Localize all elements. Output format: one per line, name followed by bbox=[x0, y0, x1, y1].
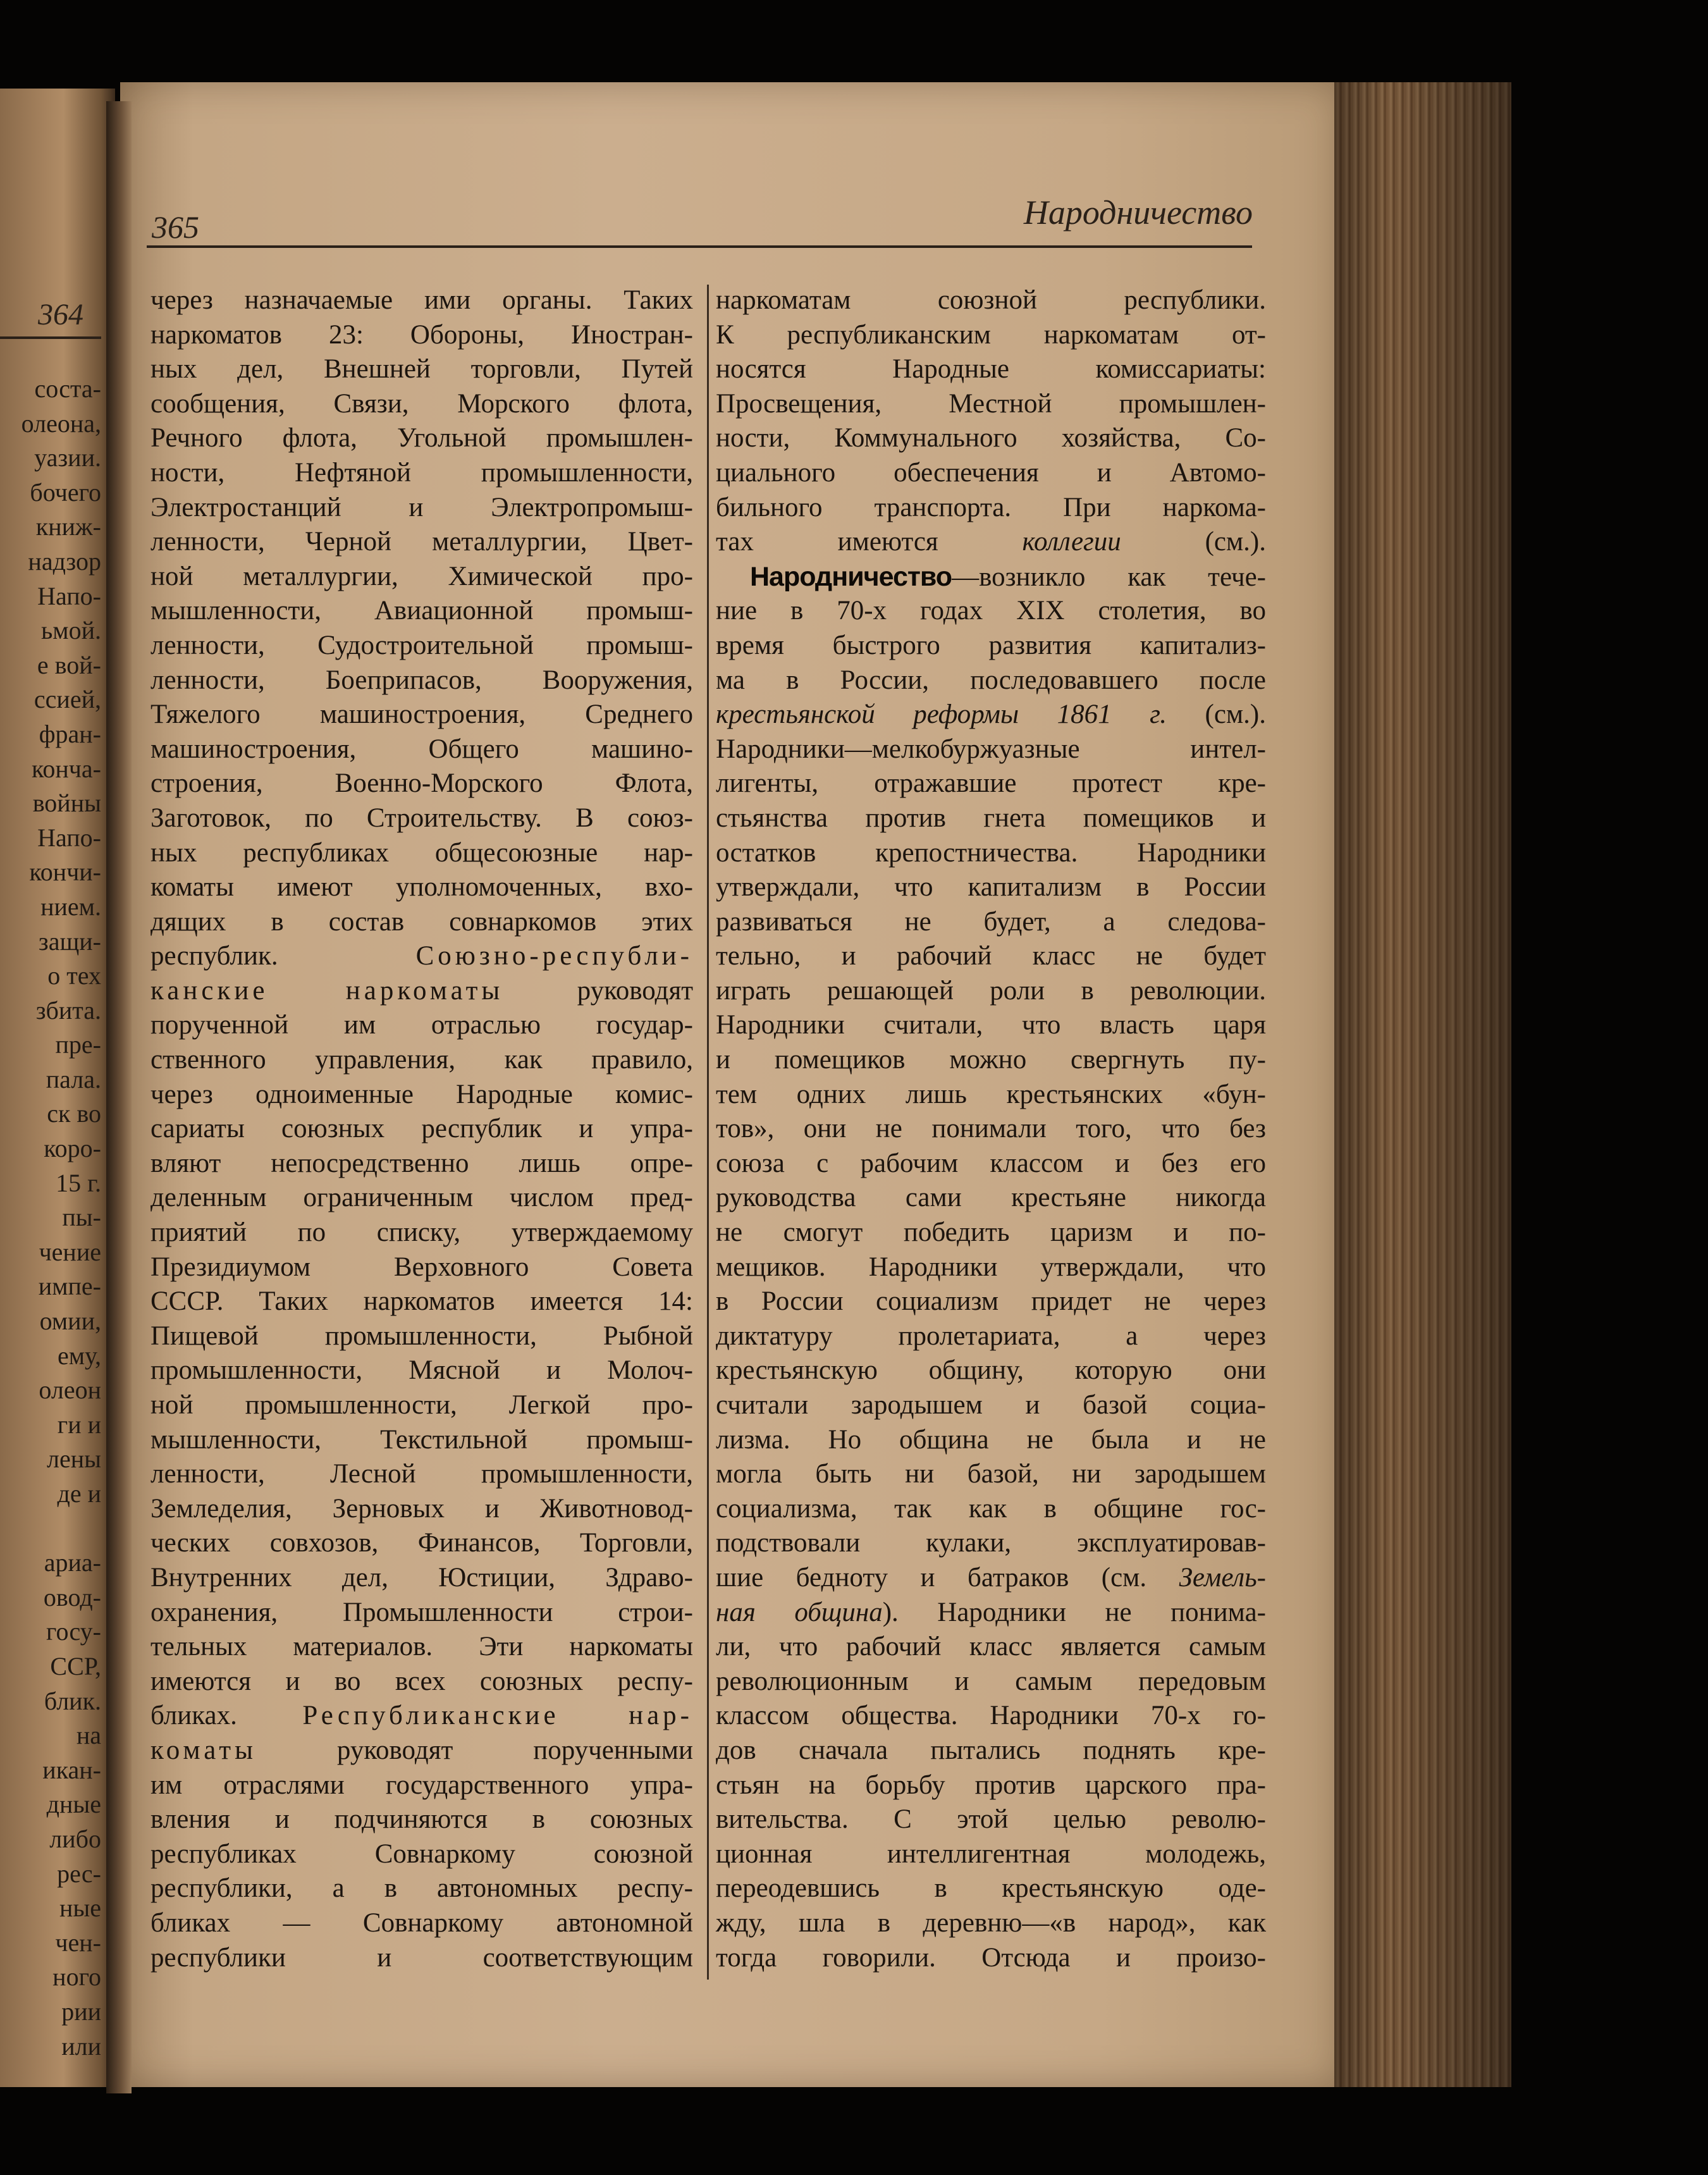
left-page-fragment: ные bbox=[59, 1894, 101, 1923]
running-head: Народничество bbox=[1023, 194, 1253, 231]
cross-reference: коллегии bbox=[1022, 527, 1121, 557]
left-page-fragment: на bbox=[76, 1721, 101, 1750]
text-line: в России социализм придет не через bbox=[716, 1286, 1266, 1317]
header-rule bbox=[147, 245, 1252, 248]
text-line: республики, а в автономных респу- bbox=[151, 1873, 693, 1904]
text-line: и помещиков можно свергнуть пу- bbox=[716, 1045, 1266, 1075]
text-line: тельных материалов. Эти наркоматы bbox=[151, 1632, 693, 1662]
text-line: лизма. Но община не была и не bbox=[716, 1424, 1266, 1455]
left-page-fragment: олеона, bbox=[21, 409, 101, 438]
text-line: через назначаемые ими органы. Таких bbox=[151, 285, 693, 315]
left-page-fragment: о тех bbox=[47, 961, 101, 990]
line-text: республик. bbox=[151, 941, 416, 971]
text-line: Президиумом Верховного Совета bbox=[151, 1252, 693, 1282]
left-page-fragment: рии bbox=[61, 1997, 101, 2026]
text-line: утверждали, что капитализм в России bbox=[716, 872, 1266, 903]
text-line: революционным и самым передовым bbox=[716, 1666, 1266, 1696]
left-page bbox=[0, 89, 115, 2087]
left-column bbox=[151, 283, 693, 1975]
text-line: дов сначала пытались поднять кре- bbox=[716, 1735, 1266, 1765]
left-page-fragment: чение bbox=[39, 1237, 101, 1266]
text-line: Просвещения, Местной промышлен- bbox=[716, 388, 1266, 419]
text-line: Речного флота, Угольной промышлен- bbox=[151, 423, 693, 453]
left-page-fragment: надзор bbox=[28, 546, 101, 576]
line-text: руководят порученными bbox=[256, 1735, 693, 1765]
left-page-fragment: ного bbox=[52, 1962, 101, 1992]
text-line: ленности, Боеприпасов, Вооружения, bbox=[151, 665, 693, 695]
text-line: им отраслями государственного упра- bbox=[151, 1770, 693, 1800]
text-line: мышленности, Текстильной промыш- bbox=[151, 1424, 693, 1455]
text-line: ности, Коммунального хозяйства, Со- bbox=[716, 423, 1266, 453]
spaced-term: коматы bbox=[151, 1735, 257, 1765]
spaced-term: Республиканские нар- bbox=[302, 1701, 693, 1731]
text-line: мещиков. Народники утверждали, что bbox=[716, 1252, 1266, 1282]
text-line: наркоматам союзной республики. bbox=[716, 285, 1266, 315]
text-line: руководства сами крестьяне никогда bbox=[716, 1183, 1266, 1213]
text-line: шие бедноту и батраков (см. Земель- bbox=[716, 1562, 1266, 1593]
left-page-text-fragments bbox=[0, 372, 101, 2064]
text-line: развиваться не будет, а следова- bbox=[716, 906, 1266, 937]
text-line: машиностроения, Общего машино- bbox=[151, 734, 693, 764]
text-line: ленности, Судостроительной промыш- bbox=[151, 630, 693, 660]
text-line: тельно, и рабочий класс не будет bbox=[716, 941, 1266, 971]
left-page-fragment: ск во bbox=[47, 1099, 101, 1128]
text-line: стьян на борьбу против царского пра- bbox=[716, 1770, 1266, 1800]
text-line: стьянства против гнета помещиков и bbox=[716, 803, 1266, 833]
cross-reference: Земель- bbox=[1179, 1562, 1266, 1593]
text-line: считали зародышем и базой социа- bbox=[716, 1390, 1266, 1420]
book-gutter bbox=[106, 101, 132, 2093]
left-page-fragment: пы- bbox=[62, 1203, 101, 1232]
text-line: через одноименные Народные комис- bbox=[151, 1079, 693, 1109]
left-page-fragment: ему, bbox=[57, 1341, 101, 1370]
left-page-fragment: лены bbox=[47, 1445, 101, 1474]
text-line: республиках Совнаркому союзной bbox=[151, 1839, 693, 1869]
left-page-fragment: кончи- bbox=[29, 858, 101, 887]
left-header-rule bbox=[0, 336, 101, 339]
left-page-fragment: икан- bbox=[42, 1755, 101, 1784]
text-line: Пищевой промышленности, Рыбной bbox=[151, 1321, 693, 1351]
text-line: ных дел, Внешней торговли, Путей bbox=[151, 354, 693, 385]
text-line: подствовали кулаки, эксплуатировав- bbox=[716, 1528, 1266, 1558]
text-line: Тяжелого машиностроения, Среднего bbox=[151, 699, 693, 730]
text-line: ли, что рабочий класс является самым bbox=[716, 1632, 1266, 1662]
left-page-fragment: импе- bbox=[38, 1272, 101, 1301]
text-line: ционная интеллигентная молодежь, bbox=[716, 1839, 1266, 1869]
text-line: бильного транспорта. При наркома- bbox=[716, 492, 1266, 522]
left-page-fragment: омии, bbox=[39, 1307, 101, 1336]
left-page-number: 364 bbox=[38, 298, 83, 331]
text-line bbox=[151, 1734, 693, 1768]
text-line: ности, Нефтяной промышленности, bbox=[151, 457, 693, 488]
text-line: союза с рабочим классом и без его bbox=[716, 1148, 1266, 1178]
text-line: охранения, Промышленности строи- bbox=[151, 1597, 693, 1627]
text-line: порученной им отраслью государ- bbox=[151, 1010, 693, 1040]
text-line: ма в России, последовавшего после bbox=[716, 665, 1266, 695]
left-page-fragment: либо bbox=[49, 1824, 101, 1853]
text-line: тов», они не понимали того, что без bbox=[716, 1114, 1266, 1144]
cross-reference: крестьянской реформы 1861 г. bbox=[716, 699, 1167, 730]
left-page-fragment: уазии. bbox=[34, 443, 101, 472]
text-line: остатков крепостничества. Народники bbox=[716, 837, 1266, 868]
text-line bbox=[151, 1699, 693, 1734]
left-page-fragment: нием. bbox=[40, 892, 101, 921]
text-line: деленным ограниченным числом пред- bbox=[151, 1183, 693, 1213]
text-line: коматы имеют уполномоченных, вхо- bbox=[151, 872, 693, 903]
entry-term: Народничество bbox=[750, 561, 952, 592]
text-line: ленности, Лесной промышленности, bbox=[151, 1459, 693, 1489]
text-line: крестьянской реформы 1861 г. (см.). bbox=[716, 699, 1266, 730]
spaced-term: канские наркоматы bbox=[151, 975, 504, 1006]
text-line: жду, шла в деревню—«в народ», как bbox=[716, 1907, 1266, 1938]
text-line: ной металлургии, Химической про- bbox=[151, 561, 693, 591]
text-line: ной промышленности, Легкой про- bbox=[151, 1390, 693, 1420]
text-line: республики и соответствующим bbox=[151, 1942, 693, 1973]
text-line: классом общества. Народники 70-х го- bbox=[716, 1701, 1266, 1731]
left-page-fragment: бочего bbox=[30, 478, 101, 507]
text-line: время быстрого развития капитализ- bbox=[716, 630, 1266, 660]
text-line: имеются и во всех союзных респу- bbox=[151, 1666, 693, 1696]
text-line bbox=[151, 939, 693, 974]
text-line: строения, Военно-Морского Флота, bbox=[151, 768, 693, 799]
text-line: вления и подчиняются в союзных bbox=[151, 1804, 693, 1835]
text-line: вляют непосредственно лишь опре- bbox=[151, 1148, 693, 1178]
text-line: Заготовок, по Строительству. В союз- bbox=[151, 803, 693, 833]
left-page-fragment: пала. bbox=[46, 1064, 101, 1094]
left-page-fragment: ги и bbox=[57, 1410, 101, 1439]
left-page-fragment: рес- bbox=[57, 1859, 101, 1888]
text-line: бликах — Совнаркому автономной bbox=[151, 1907, 693, 1938]
text-line: ленности, Черной металлургии, Цвет- bbox=[151, 527, 693, 557]
left-page-fragment: госу- bbox=[46, 1617, 101, 1646]
text-line: ных республиках общесоюзные нар- bbox=[151, 837, 693, 868]
text-line: Народники—мелкобуржуазные интел- bbox=[716, 734, 1266, 764]
text-line: циального обеспечения и Автомо- bbox=[716, 457, 1266, 488]
left-page-fragment: де и bbox=[57, 1479, 101, 1508]
left-page-fragment: конча- bbox=[32, 754, 101, 783]
left-page-fragment: Напо- bbox=[37, 823, 101, 852]
right-column bbox=[716, 283, 1266, 1975]
left-page-fragment: чен- bbox=[55, 1928, 101, 1957]
text-line: СССР. Таких наркоматов имеется 14: bbox=[151, 1286, 693, 1317]
text-line: диктатуру пролетариата, а через bbox=[716, 1321, 1266, 1351]
left-page-fragment: защи- bbox=[38, 927, 101, 956]
text-line: могла быть ни базой, ни зародышем bbox=[716, 1459, 1266, 1489]
text-line: ние в 70-х годах XIX столетия, во bbox=[716, 596, 1266, 626]
text-line: тогда говорили. Отсюда и произо- bbox=[716, 1942, 1266, 1973]
text-line bbox=[151, 974, 693, 1009]
text-line: ческих совхозов, Финансов, Торговли, bbox=[151, 1528, 693, 1558]
left-page-fragment: е вой- bbox=[37, 650, 101, 679]
left-page-fragment: олеон bbox=[39, 1376, 101, 1405]
text-line: не смогут победить царизм и по- bbox=[716, 1217, 1266, 1248]
text-line: сообщения, Связи, Морского флота, bbox=[151, 388, 693, 419]
left-page-fragment: блик. bbox=[44, 1686, 101, 1715]
left-page-fragment: пре- bbox=[55, 1030, 101, 1059]
text-line: Электростанций и Электропромыш- bbox=[151, 492, 693, 522]
cross-reference: ная община bbox=[716, 1597, 883, 1627]
text-line: играть решающей роли в революции. bbox=[716, 975, 1266, 1006]
text-line: крестьянскую общину, которую они bbox=[716, 1355, 1266, 1386]
text-line: промышленности, Мясной и Молоч- bbox=[151, 1355, 693, 1386]
left-page-fragment: 15 г. bbox=[56, 1168, 101, 1197]
left-page-fragment bbox=[0, 1512, 101, 1546]
line-text: бликах. bbox=[151, 1701, 303, 1731]
left-page-fragment: соста- bbox=[34, 374, 101, 403]
text-line: Внутренних дел, Юстиции, Здраво- bbox=[151, 1562, 693, 1593]
column-separator bbox=[707, 285, 709, 1980]
text-line: социализма, так как в общине гос- bbox=[716, 1493, 1266, 1524]
left-page-fragment: книж- bbox=[35, 512, 101, 541]
text-line: приятий по списку, утверждаемому bbox=[151, 1217, 693, 1248]
left-page-fragment: ссией, bbox=[34, 685, 101, 714]
text-line: дящих в состав совнаркомов этих bbox=[151, 906, 693, 937]
text-line: переодевшись в крестьянскую оде- bbox=[716, 1873, 1266, 1904]
line-text: руководят bbox=[503, 975, 694, 1006]
text-line: вительства. С этой целью револю- bbox=[716, 1804, 1266, 1835]
left-page-fragment: овод- bbox=[43, 1582, 101, 1611]
left-page-fragment: Напо- bbox=[37, 581, 101, 610]
left-page-fragment: войны bbox=[32, 789, 101, 818]
left-page-fragment: ьмой. bbox=[41, 616, 101, 645]
spaced-term: Союзно-республи- bbox=[415, 941, 693, 971]
left-page-fragment: коро- bbox=[44, 1134, 101, 1163]
text-line: лигенты, отражавшие протест кре- bbox=[716, 768, 1266, 799]
page-number: 365 bbox=[152, 209, 199, 245]
text-line: Народники считали, что власть царя bbox=[716, 1010, 1266, 1040]
left-page-fragment: дные bbox=[46, 1790, 101, 1819]
entry-start-line: Народничество—возникло как тече- bbox=[750, 561, 1266, 592]
left-page-fragment: ССР, bbox=[50, 1651, 101, 1680]
left-page-fragment: фран- bbox=[39, 719, 101, 748]
text-line: тах имеются коллегии (см.). bbox=[716, 527, 1267, 557]
text-line: тем одних лишь крестьянских «бун- bbox=[716, 1079, 1266, 1109]
text-line: Земледелия, Зерновых и Животновод- bbox=[151, 1493, 693, 1524]
text-line: сариаты союзных республик и упра- bbox=[151, 1114, 693, 1144]
text-line: наркоматов 23: Обороны, Иностран- bbox=[151, 319, 693, 350]
text-line: ственного управления, как правило, bbox=[151, 1045, 693, 1075]
text-line: ная община). Народники не понима- bbox=[716, 1597, 1267, 1627]
page-block-edges bbox=[1334, 82, 1511, 2087]
text-line: К республиканским наркоматам от- bbox=[716, 319, 1266, 350]
left-page-fragment: ариа- bbox=[44, 1548, 101, 1577]
left-page-fragment: збита. bbox=[35, 995, 101, 1025]
left-page-fragment: или bbox=[61, 2031, 101, 2061]
text-line: носятся Народные комиссариаты: bbox=[716, 354, 1266, 385]
text-line: мышленности, Авиационной промыш- bbox=[151, 596, 693, 626]
